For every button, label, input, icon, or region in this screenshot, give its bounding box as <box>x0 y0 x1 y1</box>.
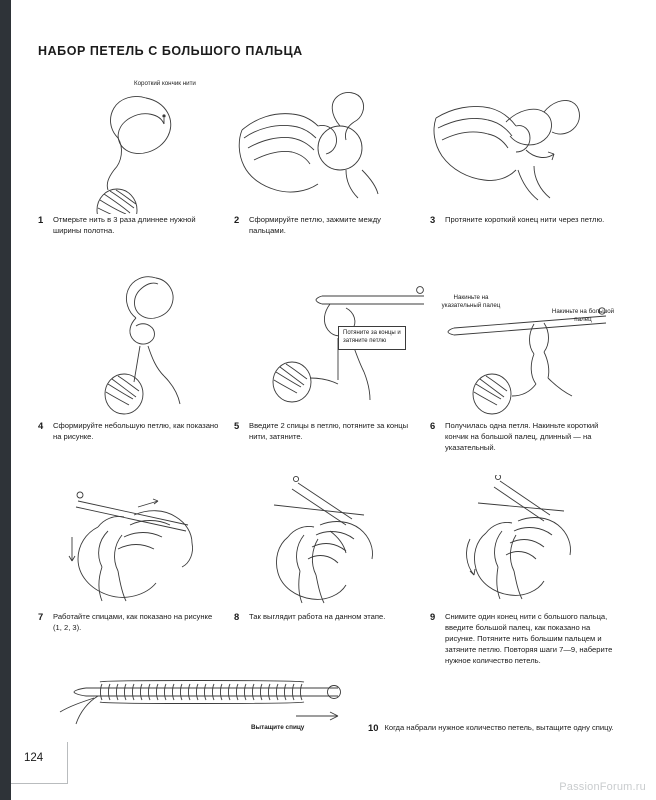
watermark: PassionForum.ru <box>559 781 646 793</box>
step-cell-3 <box>430 74 626 236</box>
step-caption-2 <box>234 214 430 236</box>
step-illustration-3 <box>430 74 626 214</box>
step-illustration-9 <box>430 475 626 611</box>
step-number-10: 10 <box>368 722 379 733</box>
step-cell-7 <box>38 475 234 666</box>
step-number-1: 1 <box>38 214 44 225</box>
annotation-pull-out-needle: Вытащите спицу <box>251 724 305 731</box>
page-edge-bar <box>0 0 11 800</box>
step-number-8: 8 <box>234 611 240 622</box>
page-number: 124 <box>24 752 44 764</box>
step-caption-9 <box>430 611 626 666</box>
step-illustration-8 <box>234 475 430 611</box>
step-number-3: 3 <box>430 214 436 225</box>
step-text-9: Снимите один конец нити с большого пальца, введите большой палец, как показано на рисунке. Потяните нить большим пальцем и затяните петлю. Повторяя шаги 7—9, наберите нужное количество петель. <box>445 612 613 665</box>
step-text-8: Так выглядит работа на данном этапе. <box>249 612 386 621</box>
step-text-6: Получилась одна петля. Накиньте короткий кончик на большой палец, длинный — на указательный. <box>445 421 599 452</box>
annotation-short-yarn-tip: Короткий кончик нити <box>134 80 196 87</box>
step-illustration-2 <box>234 74 430 214</box>
page-title: НАБОР ПЕТЕЛЬ С БОЛЬШОГО ПАЛЬЦА <box>38 44 303 58</box>
step-cell-9 <box>430 475 626 666</box>
step-number-4: 4 <box>38 420 44 431</box>
step-cell-4 <box>38 260 234 453</box>
steps-row-1 <box>38 74 628 236</box>
steps-row-4 <box>38 672 628 737</box>
step-caption-4 <box>38 420 234 442</box>
step-text-2: Сформируйте петлю, зажмите между пальцами. <box>249 215 381 235</box>
annotation-pull-ends: Потяните за концы и затяните петлю <box>338 326 406 350</box>
step-caption-5 <box>234 420 430 442</box>
step-illustration-1 <box>38 74 234 214</box>
step-text-10: Когда набрали нужное количество петель, вытащите одну спицу. <box>384 723 614 732</box>
step-cell-2 <box>234 74 430 236</box>
annotation-thumb: Накиньте на большой палец <box>551 308 615 323</box>
step-illustration-7 <box>38 475 234 611</box>
step-number-9: 9 <box>430 611 436 622</box>
step-number-7: 7 <box>38 611 44 622</box>
step-number-5: 5 <box>234 420 240 431</box>
steps-row-3 <box>38 475 628 666</box>
step-cell-8 <box>234 475 430 666</box>
step-caption-10 <box>368 722 638 733</box>
step-caption-1 <box>38 214 234 236</box>
step-text-5: Введите 2 спицы в петлю, потяните за концы нити, затяните. <box>249 421 409 441</box>
step-number-6: 6 <box>430 420 436 431</box>
steps-row-2 <box>38 260 628 453</box>
step-number-2: 2 <box>234 214 240 225</box>
annotation-index-finger: Накиньте на указательный палец <box>441 294 501 309</box>
step-caption-3 <box>430 214 626 225</box>
step-text-4: Сформируйте небольшую петлю, как показано на рисунке. <box>53 421 219 441</box>
step-text-1: Отмерьте нить в 3 раза длиннее нужной ширины полотна. <box>53 215 196 235</box>
step-cell-6 <box>430 260 626 453</box>
steps-grid <box>38 74 628 666</box>
step-caption-8 <box>234 611 430 622</box>
step-illustration-5 <box>234 260 430 420</box>
step-text-7: Работайте спицами, как показано на рисунке (1, 2, 3). <box>53 612 213 632</box>
step-illustration-6 <box>430 260 626 420</box>
step-text-3: Протяните короткий конец нити через петлю. <box>445 215 605 224</box>
step-cell-1 <box>38 74 234 236</box>
step-cell-5 <box>234 260 430 453</box>
step-caption-6 <box>430 420 626 453</box>
step-illustration-4 <box>38 260 234 420</box>
step-caption-7 <box>38 611 234 633</box>
step-illustration-10 <box>38 672 368 732</box>
